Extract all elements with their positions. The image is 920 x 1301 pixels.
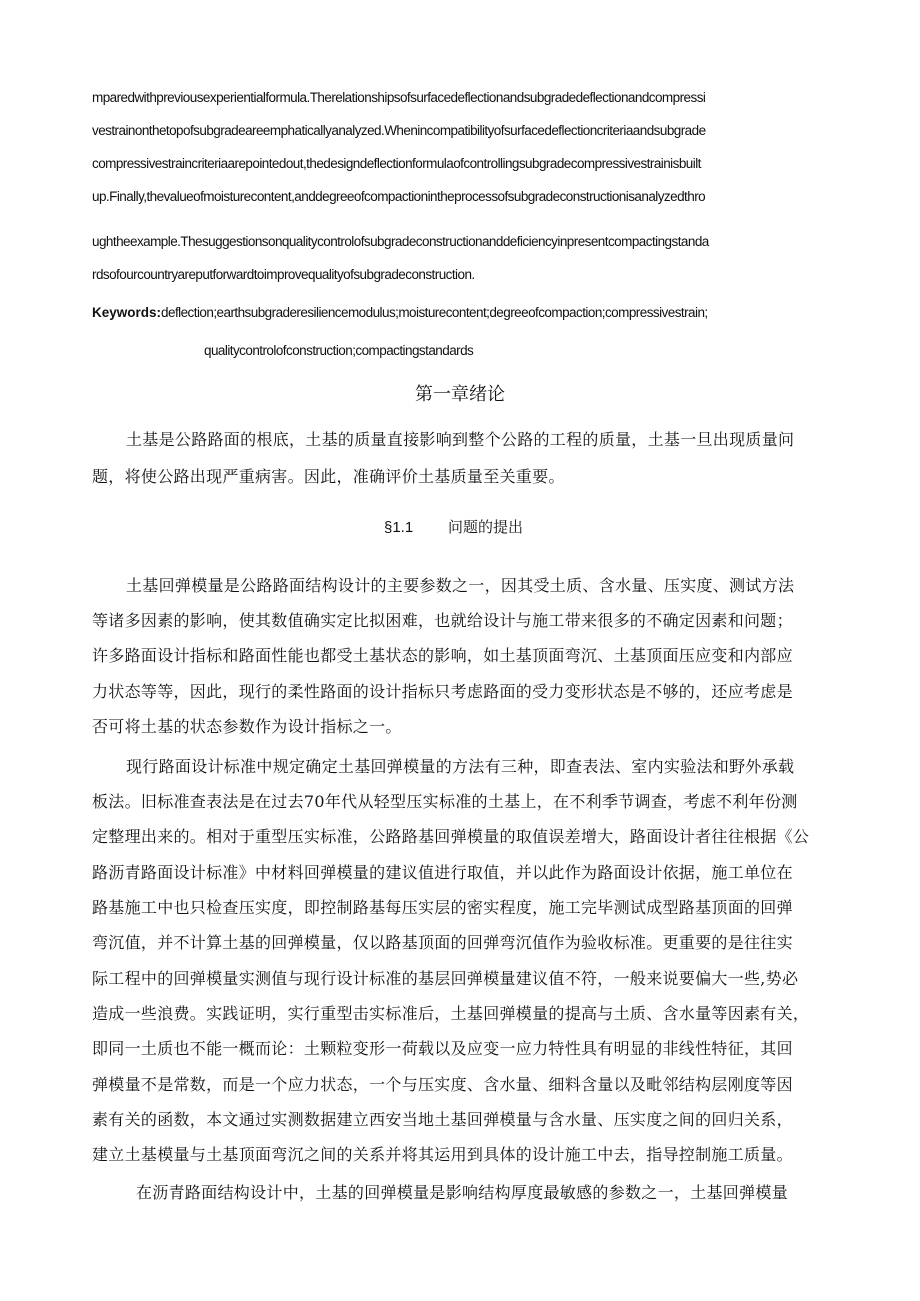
keywords-line [92, 304, 708, 322]
paragraph-line: 在沥青路面结构设计中，土基的回弹模量是影响结构厚度最敏感的参数之一，土基回弹模量 [136, 1183, 789, 1202]
paragraph-line: 弯沉值，并不计算土基的回弹模量，仅以路基顶面的回弹弯沉值作为验收标准。更重要的是往往实 [92, 933, 793, 952]
paragraph-line: 素有关的函数，本文通过实测数据建立西安当地土基回弹模量与含水量、压实度之间的回归关系， [92, 1110, 793, 1129]
paragraph-line: 现行路面设计标准中规定确定土基回弹模量的方法有三种，即查表法、室内实验法和野外承载 [126, 757, 795, 776]
paragraph-line: 即同一土质也不能一概而论：土颗粒变形一荷载以及应变一应力特性具有明显的非线性特征，其回 [92, 1039, 793, 1058]
paragraph-line: 定整理出来的。相对于重型压实标准，公路路基回弹模量的取值误差增大，路面设计者往往根据《公 [92, 827, 810, 846]
section-title-text: 问题的提出 [448, 518, 524, 536]
paragraph-line: 路沥青路面设计标准》中材料回弹模量的建议值进行取值，并以此作为路面设计依据，施工单位在 [92, 863, 793, 882]
paragraph-line: 土基回弹模量是公路路面结构设计的主要参数之一，因其受土质、含水量、压实度、测试方法 [126, 576, 795, 595]
abstract-line: mparedwithpreviousexperientialformula.Therelationshipsofsurfacedeflectionandsubgradedeflectionandcompressi [92, 90, 706, 105]
section-number: §1.1 [384, 519, 414, 536]
paragraph-line: 许多路面设计指标和路面性能也都受土基状态的影响，如土基顶面弯沉、土基顶面压应变和内部应 [92, 646, 793, 665]
paragraph-line: 弹模量不是常数，而是一个应力状态，一个与压实度、含水量、细料含量以及毗邻结构层刚度等因 [92, 1075, 793, 1094]
section-heading [384, 517, 523, 538]
abstract-line: ughtheexample.Thesuggestionsonqualitycontrolofsubgradeconstructionanddeficiencyinpresentcompactingstanda [92, 234, 709, 249]
paragraph-line: 路基施工中也只检查压实度，即控制路基每压实层的密实程度，施工完毕测试成型路基顶面的回弹 [92, 898, 793, 917]
paragraph-line: 板法。旧标准查表法是在过去70年代从轻型压实标准的土基上，在不利季节调查，考虑不利年份测 [92, 792, 798, 811]
paragraph-line: 际工程中的回弹模量实测值与现行设计标准的基层回弹模量建议值不符，一般来说要偏大一些,势必 [92, 969, 799, 988]
paragraph-line: 等诸多因素的影响，使其数值确实定比拟困难，也就给设计与施工带来很多的不确定因素和问题； [92, 611, 793, 630]
abstract-line: vestrainonthetopofsubgradeareemphaticallyanalyzed.Whenincompatibilityofsurfacedeflectioncriteriaandsubgrade [92, 123, 706, 138]
keywords-label: Keywords: [92, 305, 162, 320]
intro-line: 题，将使公路出现严重病害。因此，准确评价土基质量至关重要。 [92, 467, 565, 486]
intro-line: 土基是公路路面的根底，土基的质量直接影响到整个公路的工程的质量，土基一旦出现质量问 [126, 430, 795, 449]
abstract-line: up.Finally,thevalueofmoisturecontent,anddegreeofcompactionintheprocessofsubgradeconstructionisanalyzedthro [92, 189, 706, 204]
paragraph-line: 力状态等等，因此，现行的柔性路面的设计指标只考虑路面的受力变形状态是不够的，还应考虑是 [92, 682, 793, 701]
chapter-title: 第一章绪论 [415, 384, 505, 405]
keywords-continuation: qualitycontrolofconstruction;compactingstandards [204, 343, 474, 358]
paragraph-line: 否可将土基的状态参数作为设计指标之一。 [92, 717, 402, 736]
abstract-line: rdsofourcountryareputforwardtoimprovequalityofsubgradeconstruction. [92, 267, 475, 282]
paragraph-line: 造成一些浪费。实践证明，实行重型击实标准后，土基回弹模量的提高与土质、含水量等因素有关， [92, 1004, 810, 1023]
abstract-line: compressivestraincriteriaarepointedout,thedesigndeflectionformulaofcontrollingsubgradecompressivestrainisbuilt [92, 156, 701, 171]
paragraph-line: 建立土基模量与土基顶面弯沉之间的关系并将其运用到具体的设计施工中去，指导控制施工质量。 [92, 1145, 793, 1164]
keywords-text: deflection;earthsubgraderesiliencemodulus;moisturecontent;degreeofcompaction;compressivestrain; [161, 305, 708, 320]
